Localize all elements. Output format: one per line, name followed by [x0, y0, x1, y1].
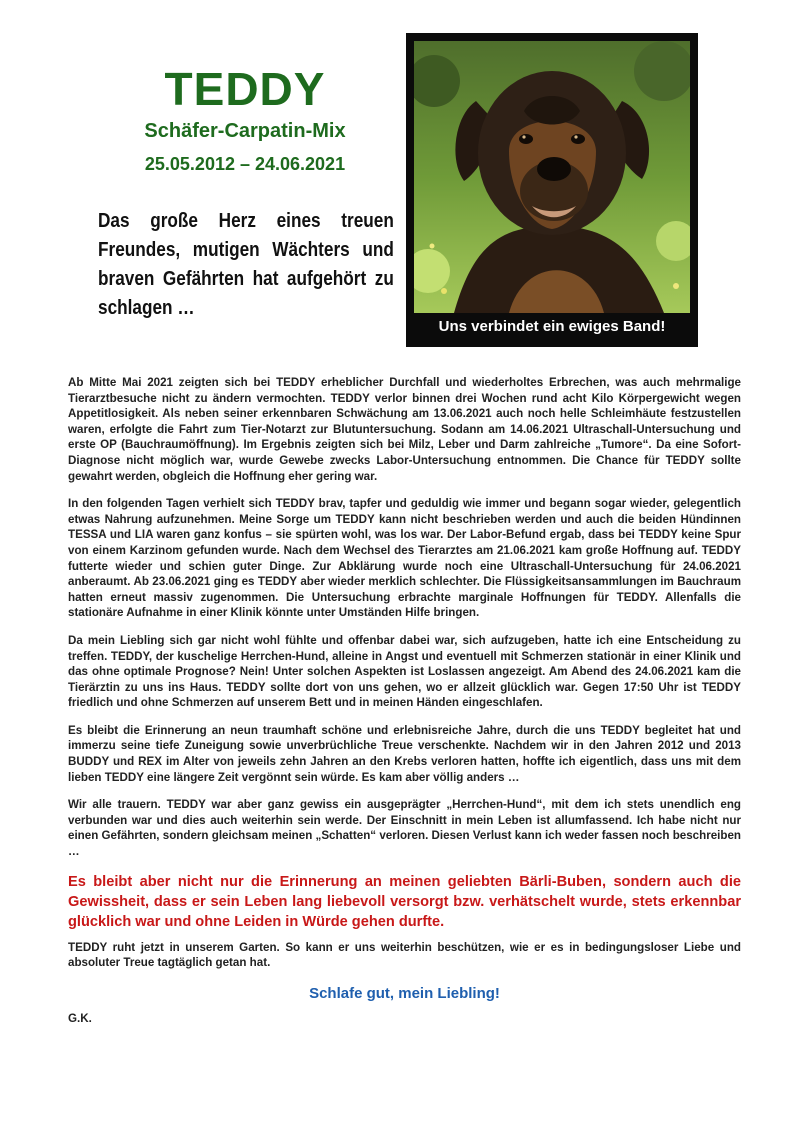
breed-subtitle: Schäfer-Carpatin-Mix	[144, 120, 346, 142]
paragraph-decision: Da mein Liebling sich gar nicht wohl fühlte und offenbar dabei war, sich aufzugeben, hatte ich eine Entscheidung zu treffen. TEDDY, der kuschelige Herrchen-Hund, alleine in Angst und eventuell mit Schmerzen stationär in einer Klinik und das ohne optimale Prognose? Nein! Unter solchen Aspekten ist Loslassen angezeigt. Am Abend des 24.06.2021 kam die Tierärztin zu uns ins Haus. TEDDY sollte dort von uns gehen, wo er allzeit glücklich war. Gegen 17:50 Uhr ist TEDDY friedlich und ohne Schmerzen auf unserem Bett und in meinen Händen eingeschlafen.	[68, 633, 741, 710]
signature: G.K.	[68, 1011, 92, 1025]
memorial-motto: Das große Herz eines treuen Freundes, mutigen Wächters und braven Gefährten hat aufgehört zu schlagen …	[98, 210, 394, 319]
paragraph-following-days: In den folgenden Tagen verhielt sich TEDDY brav, tapfer und geduldig wie immer und begann sogar wieder, gelegentlich etwas Nahrung aufzunehmen. Meine Sorge um TEDDY kann nicht beschrieben werden und auch die beiden Hündinnen TESSA und LIA waren ganz konfus – sie spürten wohl, was los war. Der Labor-Befund ergab, dass bei TEDDY keine Spur von einem Karzinom gefunden wurde. Nach dem Wechsel des Tierarztes am 21.06.2021 kam große Hoffnung auf. TEDDY futterte wieder und schien guter Dinge. Zur Abklärung wurde noch eine Ultraschall-Untersuchung für 24.06.2021 anberaumt. Ab 23.06.2021 ging es TEDDY aber wieder merklich schlechter. Die Flüssigkeitsansammlungen im Bauchraum hatten erneut massiv zugenommen. Die Untersuchung erbrachte marginale Hoffnungen für TEDDY. Allenfalls die stationäre Aufnahme in einer Klinik könnte unter Umständen Hilfe bringen.	[68, 497, 741, 620]
memorial-text	[68, 375, 741, 1025]
paragraph-memories: Es bleibt die Erinnerung an neun traumhaft schöne und erlebnisreiche Jahre, durch die uns TEDDY begleitet hat und immerzu seine tiefe Zuneigung sowie unverbrüchliche Treue verschenkte. Nachdem wir in den Jahren 2012 und 2013 BUDDY und REX im Alter von jeweils zehn Jahren an den Krebs verloren hatten, hoffte ich eigentlich, dass uns mit dem lieben TEDDY eine längere Zeit vergönnt sein würde. Es kam aber völlig anders …	[68, 723, 741, 784]
paragraph-mourning: Wir alle trauern. TEDDY war aber ganz gewiss ein ausgeprägter „Herrchen-Hund“, mit dem ich stets unendlich eng verbunden war und dies auch weiterhin sein werde. Der Einschnitt in mein Leben ist allumfassend. Ich habe nicht nur einen Gefährten, sondern gleichsam meinen „Schatten“ verloren. Diesen Verlust kann ich weder fassen noch beschreiben …	[68, 798, 741, 859]
dog-name-title: TEDDY	[164, 63, 326, 115]
photo-frame	[406, 33, 698, 347]
dog-portrait-image	[414, 41, 690, 313]
highlight-paragraph: Es bleibt aber nicht nur die Erinnerung an meinen geliebten Bärli-Buben, sondern auch die Gewissheit, dass er sein Leben lang liebevoll versorgt bzw. verhätschelt wurde, stets erkennbar glücklich war und ohne Leiden in Würde gehen durfte.	[68, 873, 741, 930]
farewell-line: Schlafe gut, mein Liebling!	[309, 984, 500, 1002]
life-dates: 25.05.2012 – 24.06.2021	[144, 154, 346, 174]
paragraph-garden: TEDDY ruht jetzt in unserem Garten. So kann er uns weiterhin beschützen, wie er es in bedingungsloser Liebe und absoluter Treue tagtäglich getan hat.	[68, 940, 741, 970]
paragraph-illness: Ab Mitte Mai 2021 zeigten sich bei TEDDY erheblicher Durchfall und wiederholtes Erbrechen, was auch mehrmalige Tierarztbesuche nicht zu ändern vermochten. TEDDY verlor binnen drei Wochen rund acht Kilo Körpergewicht wegen Appetitlosigkeit. Als neben seiner erkennbaren Schwächung am 13.06.2021 auch noch helle Schleimhäute festzustellen waren, erfolgte die Fahrt zum Tier-Notarzt zur Blutuntersuchung. Sodann am 14.06.2021 Ultraschall-Untersuchung und erste OP (Bauchraumöffnung). Im Ergebnis zeigten sich bei Milz, Leber und Darm zahlreiche „Tumore“. Da eine Sofort-Diagnose nicht möglich war, wurde Gewebe zwecks Labor-Untersuchung entnommen. Die Chance für TEDDY sollte gewahrt werden, obgleich die Hoffnung eher gering war.	[68, 376, 741, 483]
dog-photo	[414, 41, 690, 313]
photo-caption: Uns verbindet ein ewiges Band!	[438, 318, 666, 335]
